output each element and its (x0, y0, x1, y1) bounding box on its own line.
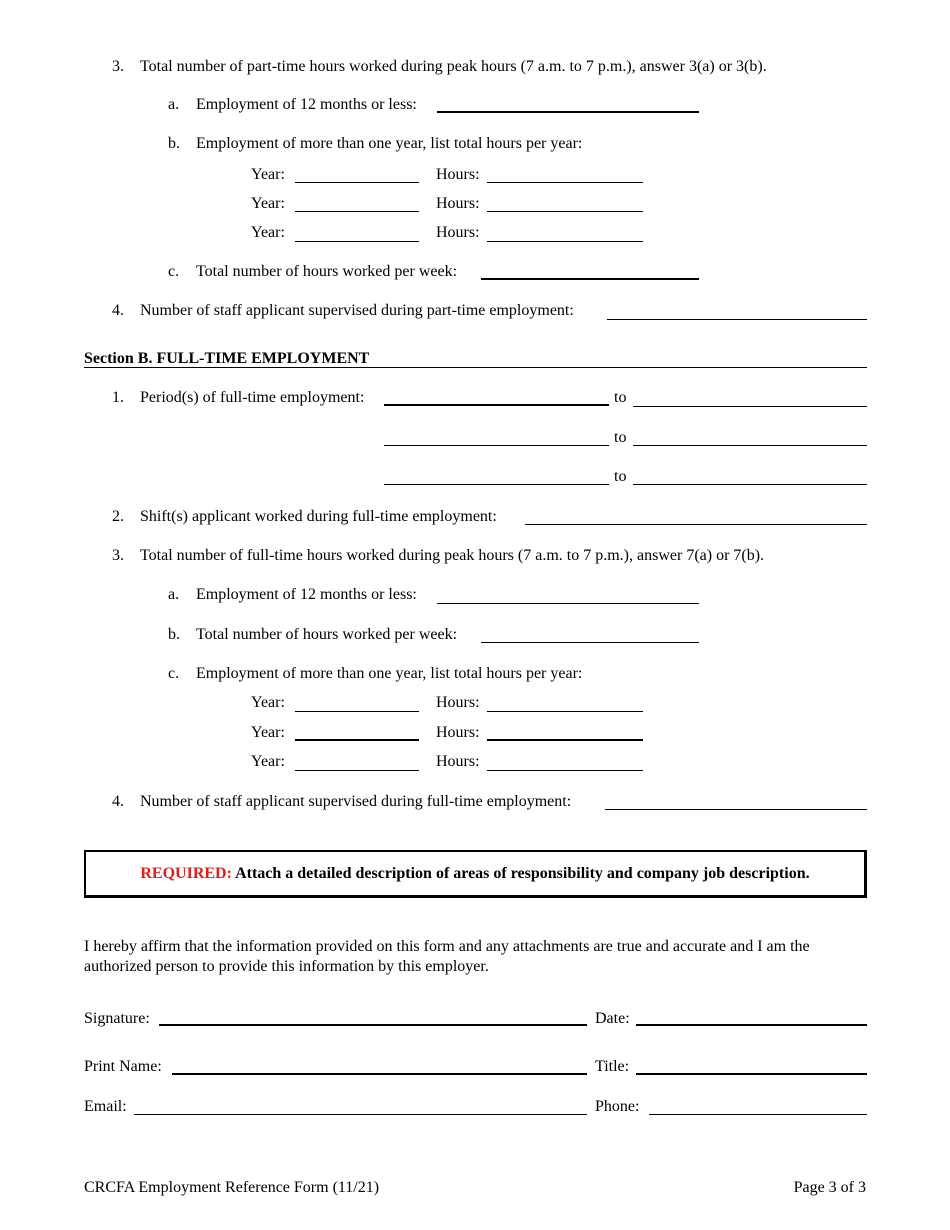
date-field[interactable] (636, 1024, 867, 1026)
sub-question-letter: b. (168, 135, 180, 152)
section-heading: Section B. FULL-TIME EMPLOYMENT (84, 350, 370, 367)
year-label: Year: (251, 166, 285, 183)
print-name-field[interactable] (172, 1073, 587, 1075)
pt-year-field-1[interactable] (295, 182, 419, 183)
year-label: Year: (251, 195, 285, 212)
title-label: Title: (595, 1058, 630, 1075)
year-label: Year: (251, 724, 285, 741)
hours-label: Hours: (436, 224, 480, 241)
to-label: to (614, 468, 627, 485)
question-text: Period(s) of full-time employment: (140, 389, 365, 406)
pt-hours-field-2[interactable] (487, 211, 643, 212)
ft-year-field-2[interactable] (295, 739, 419, 741)
pt-year-field-3[interactable] (295, 241, 419, 242)
title-field[interactable] (636, 1073, 867, 1075)
ft-year-field-1[interactable] (295, 711, 419, 712)
question-number: 4. (112, 302, 124, 319)
required-notice (86, 865, 864, 883)
ft-hours-field-3[interactable] (487, 770, 643, 771)
question-text: Shift(s) applicant worked during full-time employment: (140, 508, 497, 525)
sub-question-text: Employment of more than one year, list total hours per year: (196, 135, 583, 152)
hours-label: Hours: (436, 753, 480, 770)
to-label: to (614, 429, 627, 446)
question-text: Number of staff applicant supervised during full-time employment: (140, 793, 572, 810)
ft-period-from-field-3[interactable] (384, 484, 609, 485)
signature-label: Signature: (84, 1010, 150, 1027)
ft-period-from-field-2[interactable] (384, 445, 609, 446)
required-label: REQUIRED: (140, 865, 232, 882)
sub-question-text: Employment of more than one year, list total hours per year: (196, 665, 583, 682)
sub-question-letter: a. (168, 586, 180, 603)
print-name-label: Print Name: (84, 1058, 162, 1075)
signature-field[interactable] (159, 1024, 587, 1026)
ft-shifts-field[interactable] (525, 524, 867, 525)
question-text: Number of staff applicant supervised during part-time employment: (140, 302, 574, 319)
hours-label: Hours: (436, 724, 480, 741)
pt-year-field-2[interactable] (295, 211, 419, 212)
question-number: 3. (112, 547, 124, 564)
year-label: Year: (251, 753, 285, 770)
sub-question-text: Total number of hours worked per week: (196, 263, 458, 280)
year-label: Year: (251, 694, 285, 711)
question-number: 4. (112, 793, 124, 810)
date-label: Date: (595, 1010, 630, 1027)
pt-hours-field-1[interactable] (487, 182, 643, 183)
question-number: 1. (112, 389, 124, 406)
pt-staff-supervised-field[interactable] (607, 319, 867, 320)
sub-question-letter: a. (168, 96, 180, 113)
hours-label: Hours: (436, 694, 480, 711)
phone-field[interactable] (649, 1114, 867, 1115)
to-label: to (614, 389, 627, 406)
required-notice-box (84, 850, 867, 898)
pt-hours-field-3[interactable] (487, 241, 643, 242)
footer-form-name: CRCFA Employment Reference Form (11/21) (84, 1179, 380, 1196)
email-field[interactable] (134, 1114, 587, 1115)
sub-question-letter: c. (168, 263, 180, 280)
pt-12-months-field[interactable] (437, 111, 699, 113)
footer-page-number: Page 3 of 3 (793, 1179, 866, 1196)
ft-year-field-3[interactable] (295, 770, 419, 771)
ft-period-to-field-1[interactable] (633, 406, 867, 407)
ft-12-months-field[interactable] (437, 603, 699, 604)
question-number: 2. (112, 508, 124, 525)
affirmation-line-2: authorized person to provide this information by this employer. (84, 958, 489, 975)
question-text: Total number of full-time hours worked during peak hours (7 a.m. to 7 p.m.), answer 7(a) or 7(b). (140, 547, 765, 564)
hours-label: Hours: (436, 195, 480, 212)
affirmation-line-1: I hereby affirm that the information provided on this form and any attachments are true and accurate and I am the (84, 938, 810, 955)
ft-period-from-field-1[interactable] (384, 404, 609, 406)
question-number: 3. (112, 58, 124, 75)
ft-period-to-field-2[interactable] (633, 445, 867, 446)
sub-question-text: Total number of hours worked per week: (196, 626, 458, 643)
ft-hours-field-2[interactable] (487, 739, 643, 741)
ft-hours-per-week-field[interactable] (481, 642, 699, 643)
sub-question-text: Employment of 12 months or less: (196, 586, 417, 603)
phone-label: Phone: (595, 1098, 640, 1115)
required-text: Attach a detailed description of areas of responsibility and company job description. (235, 865, 810, 882)
section-heading-rule (84, 367, 867, 368)
pt-hours-per-week-field[interactable] (481, 278, 699, 280)
ft-period-to-field-3[interactable] (633, 484, 867, 485)
email-label: Email: (84, 1098, 127, 1115)
question-text: Total number of part-time hours worked during peak hours (7 a.m. to 7 p.m.), answer 3(a) or 3(b). (140, 58, 767, 75)
ft-hours-field-1[interactable] (487, 711, 643, 712)
sub-question-letter: b. (168, 626, 180, 643)
sub-question-text: Employment of 12 months or less: (196, 96, 417, 113)
sub-question-letter: c. (168, 665, 180, 682)
hours-label: Hours: (436, 166, 480, 183)
year-label: Year: (251, 224, 285, 241)
ft-staff-supervised-field[interactable] (605, 809, 867, 810)
